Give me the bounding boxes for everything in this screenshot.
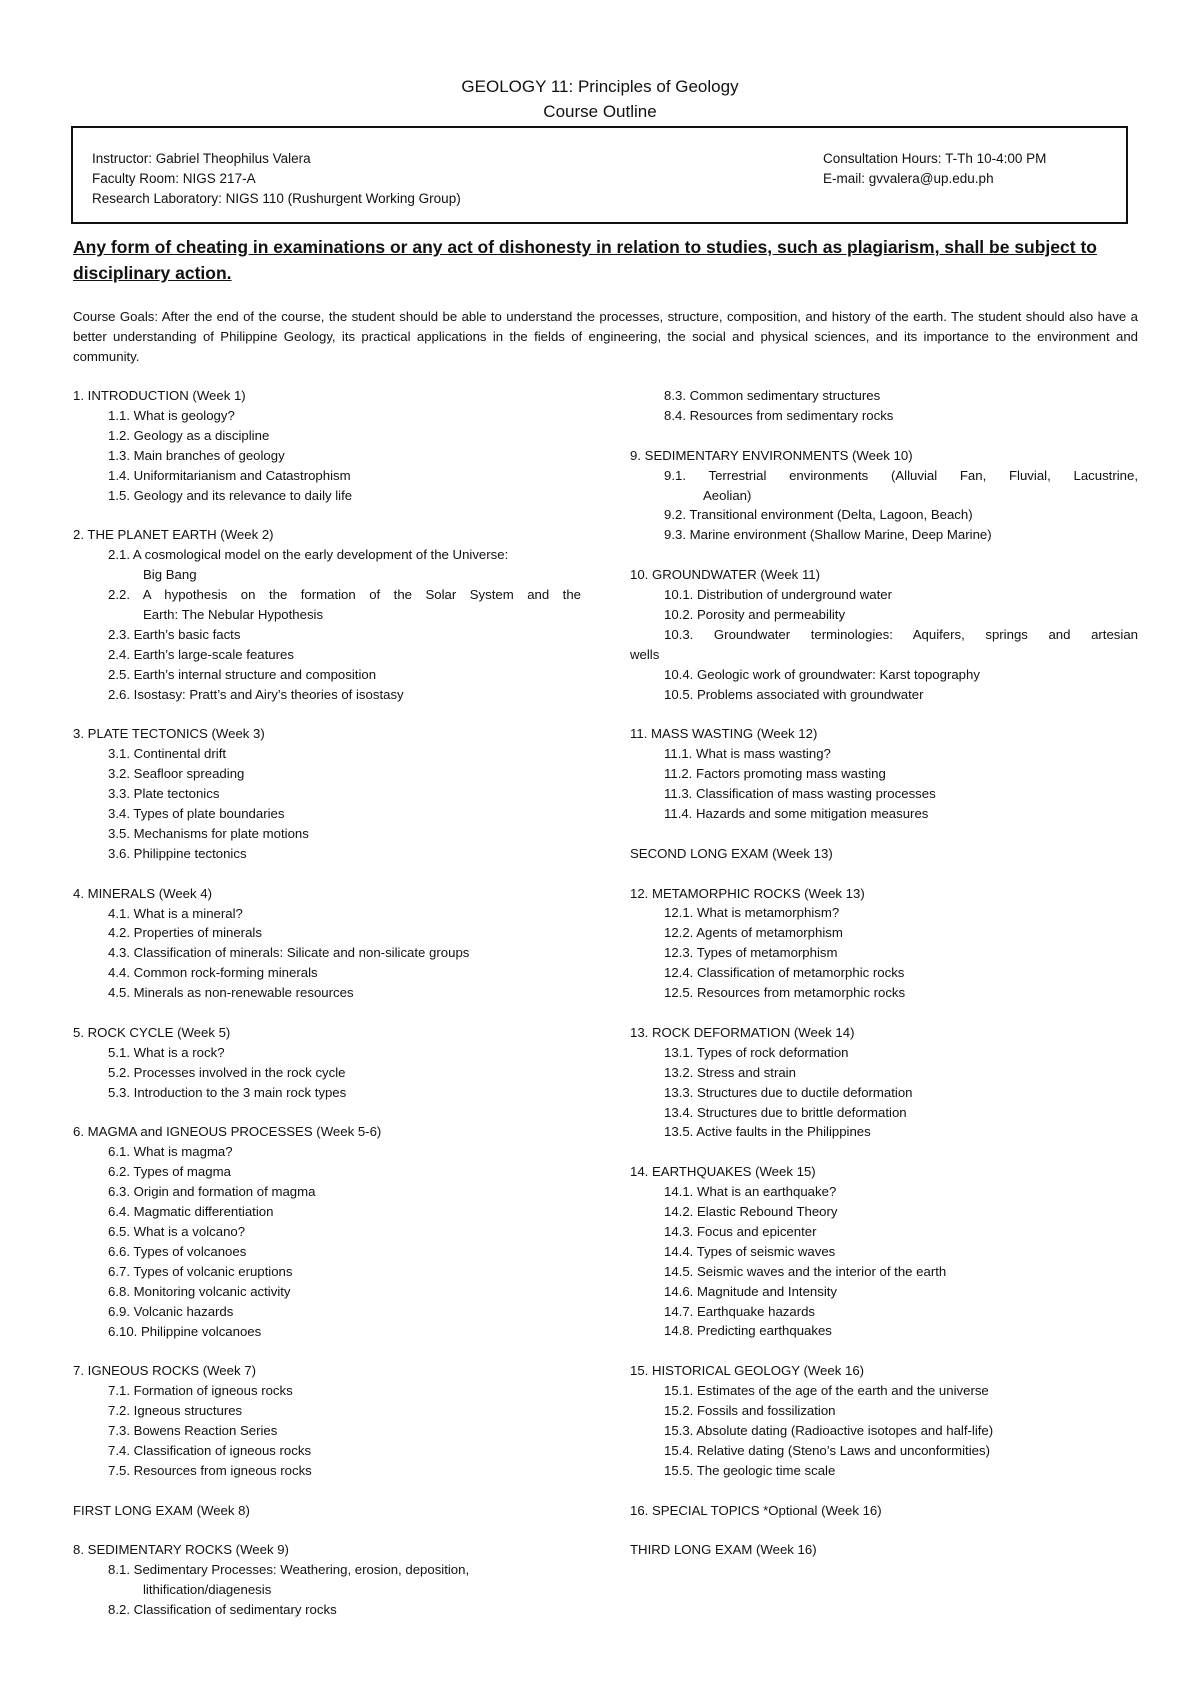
list-item: 13.4. Structures due to brittle deformation <box>664 1104 907 1120</box>
list-item: 10.4. Geologic work of groundwater: Karst topography <box>664 666 980 682</box>
document-title <box>0 74 1200 124</box>
list-item: 6.5. What is a volcano? <box>108 1223 246 1239</box>
dishonesty-notice: Any form of cheating in examinations or any act of dishonesty in relation to studies, such as plagiarism, shall be subject to disciplinary action. <box>73 237 1097 283</box>
second-long-exam: SECOND LONG EXAM (Week 13) <box>630 845 833 861</box>
list-item: 7.4. Classification of igneous rocks <box>108 1442 312 1458</box>
list-item: 3.3. Plate tectonics <box>108 786 220 802</box>
list-item-continuation: lithification/diagenesis <box>143 1582 272 1598</box>
lab-line <box>92 189 461 209</box>
section-plate-tectonics <box>73 724 581 863</box>
list-item: 6.8. Monitoring volcanic activity <box>108 1283 291 1299</box>
list-item: 10.3. Groundwater terminologies: Aquifers, springs and artesian <box>664 626 1138 642</box>
list-item: 13.2. Stress and strain <box>664 1064 796 1080</box>
list-item: 13.5. Active faults in the Philippines <box>664 1124 871 1140</box>
list-item: 11.1. What is mass wasting? <box>664 746 831 762</box>
list-item: 9.3. Marine environment (Shallow Marine, Deep Marine) <box>664 527 992 543</box>
list-item: 8.3. Common sedimentary structures <box>664 388 881 403</box>
list-item: 13.1. Types of rock deformation <box>664 1044 849 1060</box>
list-item: 7.3. Bowens Reaction Series <box>108 1423 278 1439</box>
section-rock-cycle <box>73 1023 581 1103</box>
list-item: 14.4. Types of seismic waves <box>664 1243 836 1259</box>
list-item: 6.9. Volcanic hazards <box>108 1303 234 1319</box>
list-item: 2.3. Earth’s basic facts <box>108 626 241 642</box>
list-item: 6.2. Types of magma <box>108 1164 231 1180</box>
list-item: 1.3. Main branches of geology <box>108 447 285 463</box>
section-heading: 12. METAMORPHIC ROCKS (Week 13) <box>630 885 865 901</box>
list-item: 10.5. Problems associated with groundwater <box>664 686 924 702</box>
section-heading: 7. IGNEOUS ROCKS (Week 7) <box>73 1363 256 1379</box>
list-item: 3.4. Types of plate boundaries <box>108 806 285 821</box>
list-item: 8.2. Classification of sedimentary rocks <box>108 1602 337 1618</box>
outline-left-column <box>73 386 581 1640</box>
instructor-name: Gabriel Theophilus Valera <box>155 151 311 166</box>
email-link[interactable]: gvvalera@up.edu.ph <box>868 171 994 186</box>
list-item: 3.2. Seafloor spreading <box>108 766 245 782</box>
list-item: 3.1. Continental drift <box>108 746 227 762</box>
list-item: 2.2. A hypothesis on the formation of the Solar System and the <box>108 587 581 603</box>
list-item: 15.5. The geologic time scale <box>664 1462 836 1478</box>
list-item: 15.2. Fossils and fossilization <box>664 1403 836 1419</box>
section-igneous-rocks <box>73 1361 581 1480</box>
section-minerals <box>73 884 581 1003</box>
course-title: GEOLOGY 11: Principles of Geology <box>461 77 739 96</box>
faculty-room-label: Faculty Room: <box>92 171 180 186</box>
list-item: 6.4. Magmatic differentiation <box>108 1204 274 1220</box>
list-item: 10.1. Distribution of underground water <box>664 587 892 603</box>
list-item: 14.3. Focus and epicenter <box>664 1223 817 1239</box>
list-item: 14.8. Predicting earthquakes <box>664 1323 832 1339</box>
list-item: 4.5. Minerals as non-renewable resources <box>108 985 354 1001</box>
lab-label: Research Laboratory: <box>92 191 222 206</box>
section-magma <box>73 1122 581 1341</box>
section-heading: 1. INTRODUCTION (Week 1) <box>73 388 246 403</box>
list-item: 5.1. What is a rock? <box>108 1044 225 1060</box>
list-item: 9.1. Terrestrial environments (Alluvial Fan, Fluvial, Lacustrine, <box>664 467 1138 483</box>
section-groundwater <box>630 565 1138 704</box>
list-item: 2.4. Earth’s large-scale features <box>108 646 294 662</box>
instructor-info-box <box>71 126 1128 224</box>
section-heading: 8. SEDIMENTARY ROCKS (Week 9) <box>73 1542 289 1558</box>
list-item: 6.3. Origin and formation of magma <box>108 1184 316 1200</box>
list-item: 6.7. Types of volcanic eruptions <box>108 1263 293 1279</box>
section-sedimentary-environments <box>630 446 1138 546</box>
list-item: 4.2. Properties of minerals <box>108 925 262 941</box>
list-item: 15.3. Absolute dating (Radioactive isotopes and half-life) <box>664 1423 994 1438</box>
list-item: 15.1. Estimates of the age of the earth and the universe <box>664 1383 989 1399</box>
course-subtitle: Course Outline <box>543 102 657 121</box>
section-heading: 9. SEDIMENTARY ENVIRONMENTS (Week 10) <box>630 447 913 463</box>
list-item: 15.4. Relative dating (Steno’s Laws and unconformities) <box>664 1442 990 1458</box>
list-item-continuation: Aeolian) <box>703 487 752 503</box>
list-item: 12.3. Types of metamorphism <box>664 945 838 961</box>
list-item: 7.1. Formation of igneous rocks <box>108 1383 293 1399</box>
section-sedimentary-rocks-cont <box>630 386 1138 426</box>
list-item: 2.6. Isostasy: Pratt’s and Airy’s theories of isostasy <box>108 686 404 702</box>
section-introduction <box>73 386 581 505</box>
section-rock-deformation <box>630 1023 1138 1142</box>
list-item: 5.2. Processes involved in the rock cycle <box>108 1064 346 1080</box>
list-item: 14.1. What is an earthquake? <box>664 1184 837 1200</box>
list-item: 4.3. Classification of minerals: Silicate and non-silicate groups <box>108 945 470 961</box>
list-item: 12.5. Resources from metamorphic rocks <box>664 985 906 1001</box>
section-heading: 2. THE PLANET EARTH (Week 2) <box>73 527 274 543</box>
section-heading: 13. ROCK DEFORMATION (Week 14) <box>630 1024 855 1040</box>
section-special-topics: 16. SPECIAL TOPICS *Optional (Week 16) <box>630 1502 882 1518</box>
section-historical-geology <box>630 1361 1138 1480</box>
list-item: 11.3. Classification of mass wasting processes <box>664 786 936 802</box>
list-item: 3.6. Philippine tectonics <box>108 845 247 861</box>
section-metamorphic-rocks <box>630 884 1138 1003</box>
third-long-exam: THIRD LONG EXAM (Week 16) <box>630 1542 817 1558</box>
list-item: 4.4. Common rock-forming minerals <box>108 965 318 981</box>
consultation-value: T-Th 10-4:00 PM <box>945 151 1047 166</box>
instructor-line <box>92 149 461 169</box>
list-item-continuation: wells <box>630 646 660 662</box>
list-item: 5.3. Introduction to the 3 main rock types <box>108 1084 347 1100</box>
list-item: 3.5. Mechanisms for plate motions <box>108 825 309 841</box>
list-item: 2.5. Earth’s internal structure and composition <box>108 666 377 682</box>
list-item: 14.6. Magnitude and Intensity <box>664 1283 838 1299</box>
list-item: 7.5. Resources from igneous rocks <box>108 1462 312 1478</box>
list-item: 1.1. What is geology? <box>108 407 235 423</box>
list-item: 1.4. Uniformitarianism and Catastrophism <box>108 467 351 483</box>
lab-value: NIGS 110 (Rushurgent Working Group) <box>225 191 461 206</box>
consultation-label: Consultation Hours: <box>823 151 942 166</box>
section-heading: 15. HISTORICAL GEOLOGY (Week 16) <box>630 1363 865 1379</box>
list-item-continuation: Earth: The Nebular Hypothesis <box>143 606 324 622</box>
list-item: 1.2. Geology as a discipline <box>108 427 270 443</box>
list-item: 11.2. Factors promoting mass wasting <box>664 766 886 782</box>
email-label: E-mail: <box>823 171 866 186</box>
instructor-label: Instructor: <box>92 151 153 166</box>
list-item: 6.6. Types of volcanoes <box>108 1243 247 1259</box>
list-item: 6.10. Philippine volcanoes <box>108 1323 262 1339</box>
list-item: 7.2. Igneous structures <box>108 1403 243 1419</box>
course-goals: Course Goals: After the end of the course, the student should be able to understand the processes, structure, composition, and history of the earth. The student should also have a better understanding of Philippine Geology, its practical applications in the fields of engineering, the social and physical sciences, and its importance to the environment and community. <box>73 309 1138 364</box>
section-heading: 14. EARTHQUAKES (Week 15) <box>630 1164 816 1180</box>
list-item: 10.2. Porosity and permeability <box>664 606 846 622</box>
section-earthquakes <box>630 1162 1138 1341</box>
section-heading: 3. PLATE TECTONICS (Week 3) <box>73 726 265 742</box>
section-planet-earth <box>73 525 581 704</box>
list-item: 4.1. What is a mineral? <box>108 905 243 921</box>
list-item: 9.2. Transitional environment (Delta, Lagoon, Beach) <box>664 507 973 523</box>
first-long-exam: FIRST LONG EXAM (Week 8) <box>73 1502 250 1518</box>
section-mass-wasting <box>630 724 1138 824</box>
section-heading: 5. ROCK CYCLE (Week 5) <box>73 1024 231 1040</box>
section-heading: 4. MINERALS (Week 4) <box>73 885 212 901</box>
section-heading: 11. MASS WASTING (Week 12) <box>630 726 818 742</box>
section-heading: 10. GROUNDWATER (Week 11) <box>630 567 821 583</box>
list-item: 8.1. Sedimentary Processes: Weathering, erosion, deposition, <box>108 1562 470 1578</box>
list-item-continuation: Big Bang <box>143 567 197 583</box>
faculty-room-line <box>92 169 461 189</box>
list-item: 1.5. Geology and its relevance to daily life <box>108 487 353 503</box>
email-line <box>823 169 1046 189</box>
list-item: 13.3. Structures due to ductile deformation <box>664 1084 913 1100</box>
list-item: 12.2. Agents of metamorphism <box>664 925 843 941</box>
list-item: 14.7. Earthquake hazards <box>664 1303 816 1319</box>
list-item: 6.1. What is magma? <box>108 1144 233 1160</box>
consultation-line <box>823 149 1046 169</box>
list-item: 14.5. Seismic waves and the interior of the earth <box>664 1263 947 1279</box>
list-item: 8.4. Resources from sedimentary rocks <box>664 407 894 423</box>
section-sedimentary-rocks <box>73 1540 581 1620</box>
section-heading: 6. MAGMA and IGNEOUS PROCESSES (Week 5-6) <box>73 1124 382 1140</box>
faculty-room-value: NIGS 217-A <box>182 171 256 186</box>
list-item: 14.2. Elastic Rebound Theory <box>664 1204 838 1220</box>
list-item: 12.4. Classification of metamorphic rocks <box>664 965 905 981</box>
list-item: 11.4. Hazards and some mitigation measures <box>664 805 929 821</box>
list-item: 2.1. A cosmological model on the early development of the Universe: <box>108 547 509 563</box>
list-item: 12.1. What is metamorphism? <box>664 905 840 921</box>
outline-right-column <box>630 386 1138 1580</box>
